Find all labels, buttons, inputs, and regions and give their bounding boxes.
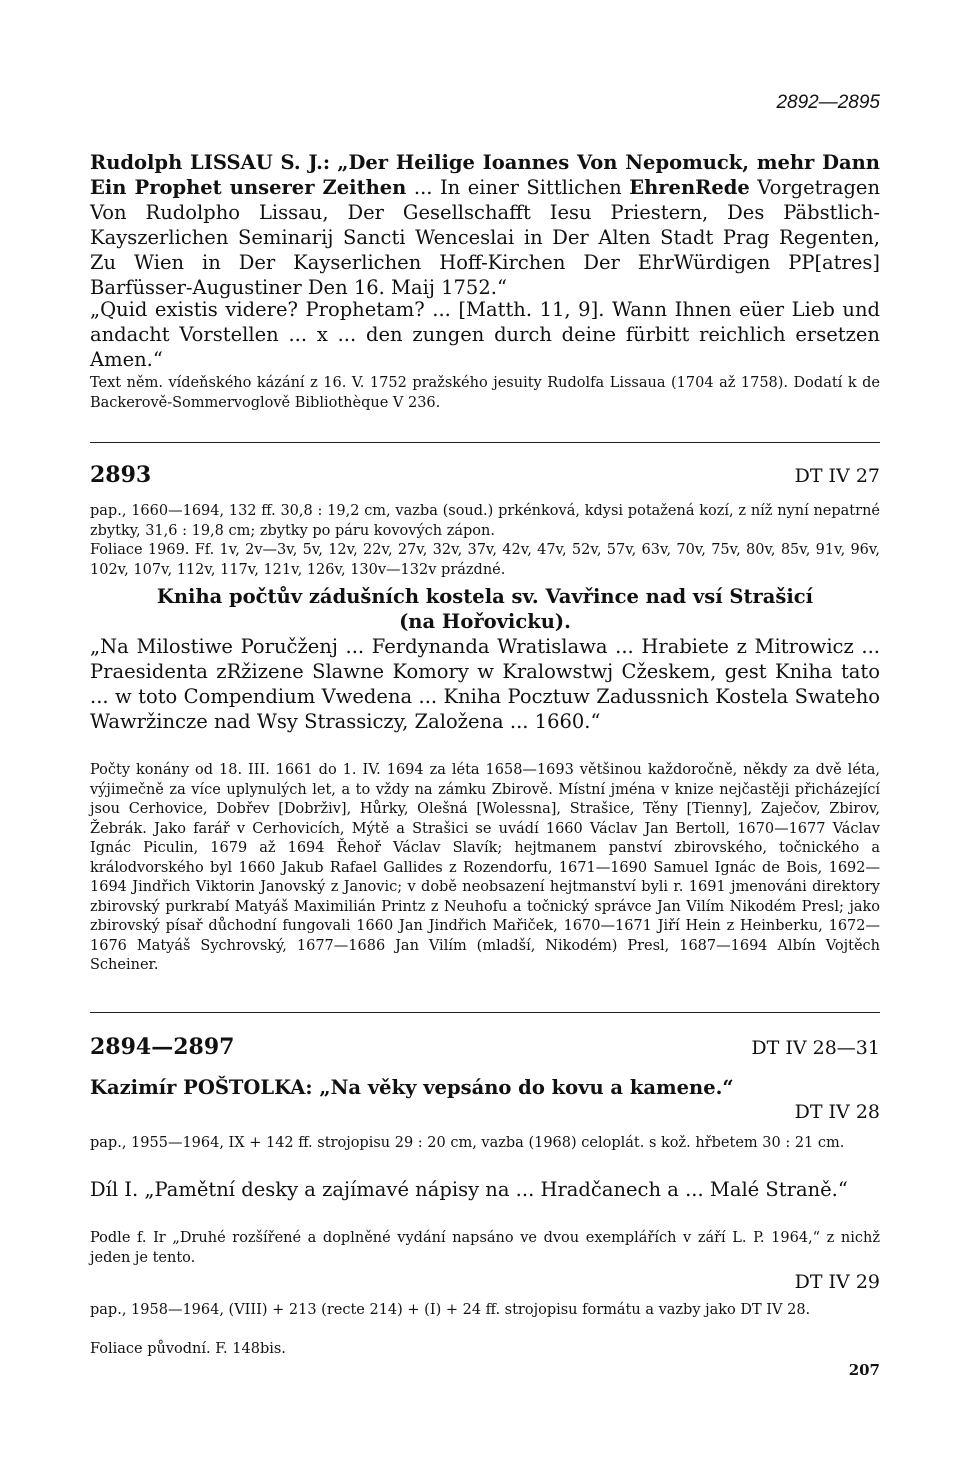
entry-2893-foliation: Foliace 1969. Ff. 1v, 2v—3v, 5v, 12v, 22v, 27v, 32v, 37v, 42v, 47v, 52v, 57v, 63v, 70v, 75v, 80v, 85v, 91v, 96v, 102v, 107v, 112v, 117v, 121v, 126v, 130v—132v prázdné. xyxy=(90,542,880,578)
entry-2894-note-28: Podle f. Ir „Druhé rozšířené a doplněné vydání napsáno ve dvou exemplářích v září L. P. 1964,“ z nichž jeden je tento. xyxy=(90,1230,880,1266)
entry-2894-signature: DT IV 28—31 xyxy=(751,1037,880,1059)
entry-2893-title-line1: Kniha počtův zádušních kostela sv. Vavřince nad vsí Strašicí xyxy=(156,585,814,608)
entry-2892-note: Text něm. vídeňského kázání z 16. V. 1752 pražského jesuity Rudolfa Lissaua (1704 až 1758). Dodatí k de Backerově-Sommervoglově Bibliothèque V 236. xyxy=(90,375,880,411)
entry-2893-header xyxy=(90,462,880,488)
entry-2894-author: Kazimír POŠTOLKA: xyxy=(90,1076,313,1099)
entry-2894-sig-28: DT IV 28 xyxy=(794,1101,880,1123)
divider-rule-2 xyxy=(90,1012,880,1013)
entry-2892-title: „Der Heilige Ioannes Von Nepomuck, mehr Dann Ein Prophet unserer Zeithen xyxy=(90,151,880,199)
entry-2893-physical: pap., 1660—1694, 132 ff. 30,8 : 19,2 cm, vazba (soud.) prkénková, kdysi potažená kozí, z níž nyní nepatrné zbytky, 31,6 : 19,8 cm; zbytky po páru kovových zápon. xyxy=(90,503,880,539)
entry-2892-title-rest-a: ... In einer Sittlichen xyxy=(413,176,622,199)
entry-2892-author: Rudolph LISSAU S. J.: xyxy=(90,151,331,174)
entry-2893-note: Počty konány od 18. III. 1661 do 1. IV. 1694 za léta 1658—1693 většinou každoročně, někdy za dvě léta, výjimečně za více uplynulých let, a to vždy na zámku Zbirově. Místní jména v knize nejčastěji přicházející jsou Cerhovice, Dobřev [Dobrživ], Hůrky, Olešná [Wolessna], Strašice, Těny [Tienny], Zaječov, Zbirov, Žebrák. Jako farář v Cerhovicích, Mýtě a Strašici se uvádí 1660 Václav Jan Bertoll, 1670—1677 Václav Ignác Piculin, 1679 až 1694 Řehoř Václav Slavík; hejtmanem panství zbirovského, točnického a králodvorského byl 1660 Jakub Rafael Gallides z Rozendorfu, 1671—1690 Samuel Ignác de Bois, 1692—1694 Jindřich Viktorin Janovský z Janovic; v době neobsazení hejtmanství byli r. 1691 jmenováni direktory zbirovský purkrabí Matyáš Maximilián Printz z Neuhofu a točnický správce Jan Vilím Nikodém Presl; jako zbirovský písař důchodní fungovali 1660 Jan Jindřich Mařiček, 1670—1671 Jiří Hein z Heinberku, 1672—1676 Matyáš Sychrovský, 1677—1686 Jan Vilím (mladší, Nikodém) Presl, 1687—1694 Albín Vojtěch Scheiner. xyxy=(90,762,880,973)
entry-2894-header xyxy=(90,1034,880,1060)
entry-2894-title: „Na věky vepsáno do kovu a kamene.“ xyxy=(319,1076,734,1099)
entry-2893-title-line2: (na Hořovicku). xyxy=(399,610,571,633)
entry-2893-title xyxy=(90,584,880,634)
divider-rule xyxy=(90,442,880,443)
entry-2894-sig-29: DT IV 29 xyxy=(794,1271,880,1293)
entry-2892-title-rest-b: Vorgetragen Von Rudolpho Lissau, Der Gesellschafft Iesu Priestern, Des Päbstlich-Kayszerlichen Seminarij Sancti Wenceslai in Der Alten Stadt Prag Regenten, Zu Wien in Der Kayserlichen Hoff-Kirchen Der EhrWürdigen PP[atres] Barfüsser-Augustiner Den 16. Maij 1752.“ xyxy=(90,176,881,299)
entry-2894-part1: Díl I. „Pamětní desky a zajímavé nápisy na ... Hradčanech a ... Malé Straně.“ xyxy=(90,1178,848,1201)
entry-2894-foliation-29: Foliace původní. F. 148bis. xyxy=(90,1341,286,1357)
entry-2892-title-bold: EhrenRede xyxy=(629,176,750,199)
entry-2892-title-block xyxy=(90,150,880,300)
entry-2894-title-line xyxy=(90,1075,880,1100)
entry-2894-number: 2894—2897 xyxy=(90,1034,235,1060)
page-number: 207 xyxy=(848,1361,880,1379)
entry-2894-physical-28: pap., 1955—1964, IX + 142 ff. strojopisu 29 : 20 cm, vazba (1968) celoplát. s kož. hřbetem 30 : 21 cm. xyxy=(90,1135,845,1151)
entry-2892-incipit: „Quid existis videre? Prophetam? ... [Matth. 11, 9]. Wann Ihnen eüer Lieb und andacht Vorstellen ... x ... den zungen durch deine fürbitt reichlich ersetzen Amen.“ xyxy=(90,298,880,371)
entry-2894-physical-29: pap., 1958—1964, (VIII) + 213 (recte 214) + (I) + 24 ff. strojopisu formátu a vazby jako DT IV 28. xyxy=(90,1302,811,1318)
running-head: 2892—2895 xyxy=(776,92,880,113)
entry-2893-number: 2893 xyxy=(90,462,152,488)
entry-2893-incipit: „Na Milostiwe Poručženj ... Ferdynanda Wratislawa ... Hrabiete z Mitrowicz ... Praesidenta zRžizene Slawne Komory w Kralowstwj Cžeskem, gest Kniha tato ... w toto Compendium Vwedena ... Kniha Pocztuw Zadussnich Kostela Swateho Wawržincze nad Wsy Strassiczy, Založena ... 1660.“ xyxy=(90,635,880,733)
entry-2893-signature: DT IV 27 xyxy=(794,465,880,487)
